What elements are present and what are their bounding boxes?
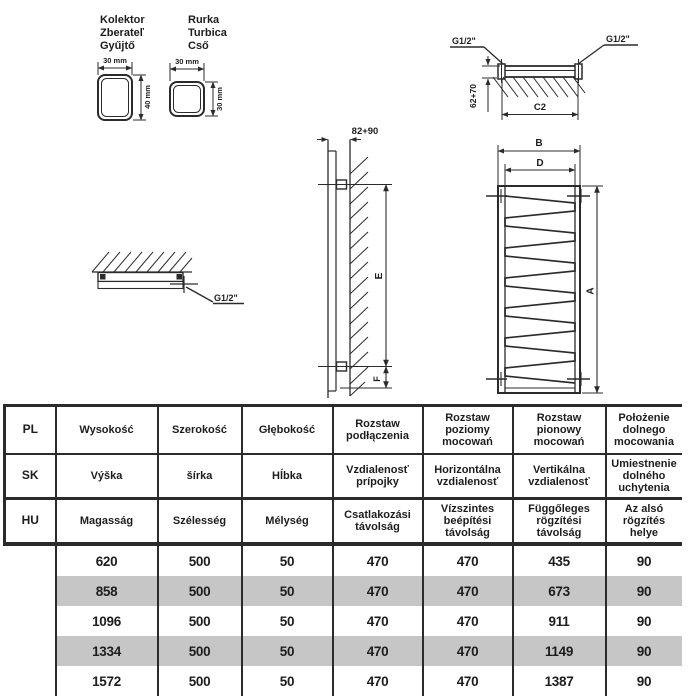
header-cell: šírka [158,454,242,499]
header-cell: Położenie dolnego mocowania [606,406,682,455]
value-cell: 1149 [513,636,606,666]
collector-height-dim: 40 mm [143,85,152,109]
value-cell: 50 [242,544,333,576]
header-cell: Vzdialenosť prípojky [333,454,423,499]
header-cell: Szerokość [158,406,242,455]
tube-legend [98,14,228,120]
front-view [486,138,603,393]
value-cell: 50 [242,666,333,696]
collector-label-line3: Gyűjtő [100,40,135,52]
table-row [5,636,682,666]
lang-cell-empty [5,544,56,576]
pipe-label-line1: Rurka [188,14,220,26]
value-cell: 1387 [513,666,606,696]
collector-width-dim: 30 mm [103,56,127,65]
header-cell: Mélység [242,499,333,545]
right-connection-label: G1/2" [606,34,630,44]
value-cell: 50 [242,606,333,636]
value-cell: 500 [158,544,242,576]
header-cell: Szélesség [158,499,242,545]
value-cell: 470 [423,666,513,696]
mount-detail [92,252,244,304]
header-cell: Głębokość [242,406,333,455]
collector-label-line2: Zberateľ [100,27,144,39]
pipe-width-dim: 30 mm [175,57,199,66]
wall-distance-dim: 62+70 [468,84,478,108]
wall-hatch-mount-detail [92,252,192,272]
value-cell: 1334 [56,636,158,666]
value-cell: 911 [513,606,606,636]
header-cell: Az alsó rögzítés helye [606,499,682,545]
value-cell: 435 [513,544,606,576]
header-cell: Rozstaw poziomy mocowań [423,406,513,455]
header-cell: Rozstaw pionowy mocowań [513,406,606,455]
value-cell: 470 [333,576,423,606]
header-cell: Csatlakozási távolság [333,499,423,545]
lang-cell: HU [5,499,56,545]
header-cell: Rozstaw podłączenia [333,406,423,455]
mount-span-letter: E [374,272,385,280]
collector-bar [98,273,183,282]
value-cell: 90 [606,576,682,606]
wall-hatch-side-view [350,157,368,396]
bottom-offset-letter: F [372,376,382,382]
header-cell: Výška [56,454,158,499]
header-row-hu [5,499,682,545]
table-row [5,666,682,696]
value-cell: 500 [158,576,242,606]
pipe-height-dim: 30 mm [215,87,224,111]
pipe-label-line3: Cső [188,40,209,52]
depth-dim-label: 82+90 [351,126,379,137]
value-cell: 673 [513,576,606,606]
table-row [5,606,682,636]
overall-width-letter: B [535,138,543,149]
height-letter: A [585,287,597,295]
mount-width-letter: D [536,158,544,169]
left-connection-label: G1/2" [452,36,476,46]
header-cell: Függőleges rögzítési távolság [513,499,606,545]
value-cell: 470 [423,606,513,636]
header-cell: Vízszintes beépítési távolság [423,499,513,545]
dimension-table [3,404,682,696]
collector-profile [98,75,132,120]
value-cell: 858 [56,576,158,606]
value-cell: 90 [636,553,652,569]
header-cell: Umiestnenie dolného uchytenia [606,454,682,499]
lang-cell-empty [5,666,56,696]
value-cell: 470 [333,544,423,576]
lang-cell-empty [5,636,56,666]
value-cell: 470 [333,636,423,666]
table-row [5,576,682,606]
value-cell: 90 [606,636,682,666]
value-cell: 90 [636,673,652,689]
value-cell: 50 [242,576,333,606]
value-cell: 470 [333,606,423,636]
value-cell: 470 [423,544,513,576]
lang-cell: SK [5,454,56,499]
lang-cell-empty [5,606,56,636]
wall-hatch-top-view [493,77,585,97]
header-cell: Hĺbka [242,454,333,499]
serpentine-tubes [505,196,575,383]
value-cell: 1096 [56,606,158,636]
header-cell: Magasság [56,499,158,545]
value-cell: 1572 [56,666,158,696]
header-cell: Horizontálna vzdialenosť [423,454,513,499]
lang-cell-empty [5,576,56,606]
dimension-table-wrap [3,404,680,696]
value-cell: 500 [158,636,242,666]
top-view [450,34,638,120]
header-cell: Wysokość [56,406,158,455]
side-view [317,126,392,398]
header-cell: Vertikálna vzdialenosť [513,454,606,499]
table-row [5,544,682,576]
value-cell: 90 [636,613,652,629]
value-cell: 620 [56,544,158,576]
header-row-sk [5,454,682,499]
detail-connection-label: G1/2" [214,293,238,303]
front-panel-edge [98,282,183,289]
value-cell: 500 [158,666,242,696]
value-cell: 470 [423,636,513,666]
value-cell: 500 [158,606,242,636]
value-cell: 50 [242,636,333,666]
pipe-label-line2: Turbica [188,27,227,39]
collector-top-body [501,66,579,77]
value-cell: 470 [423,576,513,606]
collector-label-line1: Kolektor [100,14,145,26]
value-cell: 470 [333,666,423,696]
lang-cell: PL [5,406,56,455]
collector-width-letter: C2 [533,102,547,113]
header-row-pl [5,406,682,455]
